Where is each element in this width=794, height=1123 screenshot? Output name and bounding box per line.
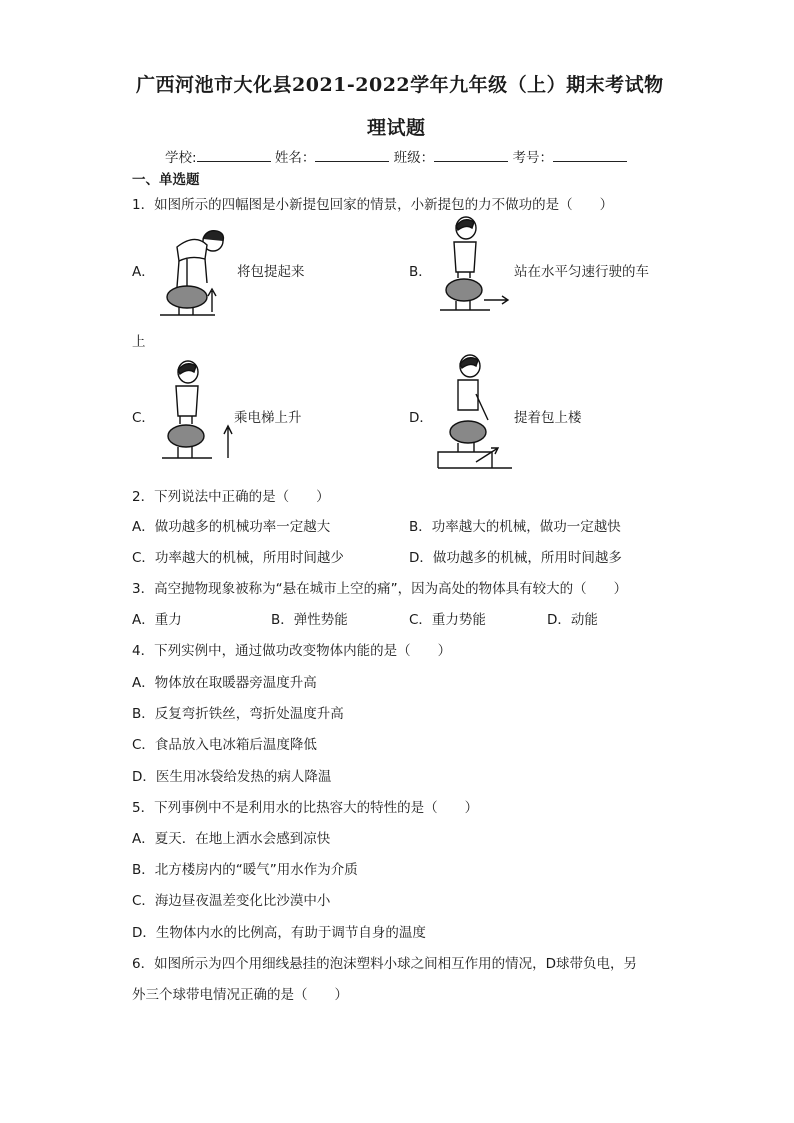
school-label: 学校:: [165, 150, 197, 166]
school-blank[interactable]: [197, 149, 271, 162]
class-blank[interactable]: [434, 149, 508, 162]
question-6-stem: 6．如图所示为四个用细线悬挂的泡沫塑料小球之间相互作用的情况，D球带负电，另: [132, 956, 637, 972]
question-2-stem: 2．下列说法中正确的是（ ）: [132, 489, 330, 505]
q2-option-a: A．做功越多的机械功率一定越大: [132, 519, 331, 535]
q4-option-b: B．反复弯折铁丝，弯折处温度升高: [132, 706, 344, 722]
q5-option-c: C．海边昼夜温差变化比沙漠中小: [132, 893, 331, 909]
class-label: 班级：: [393, 150, 435, 166]
q1-option-d-text: 提着包上楼: [514, 410, 582, 426]
carrying-bag-upstairs-illustration: [432, 352, 514, 470]
q2-option-c: C．功率越大的机械，所用时间越少: [132, 550, 344, 566]
number-blank[interactable]: [553, 149, 627, 162]
student-info-row: [165, 146, 627, 166]
q3-option-d: D．动能: [547, 612, 598, 628]
q1-option-d-letter: D．: [409, 410, 433, 426]
q3-option-a: A．重力: [132, 612, 182, 628]
q4-option-c: C．食品放入电冰箱后温度降低: [132, 737, 317, 753]
page-title: 广西河池市大化县2021-2022学年九年级（上）期末考试物: [136, 74, 664, 96]
q1-option-b-letter: B．: [409, 264, 432, 280]
q3-option-b: B．弹性势能: [271, 612, 348, 628]
standing-on-bus-illustration: [436, 214, 516, 319]
q1-option-a-text: 将包提起来: [237, 264, 305, 280]
q3-option-c: C．重力势能: [409, 612, 486, 628]
number-label: 考号：: [512, 150, 553, 166]
q5-option-a: A．夏天．在地上洒水会感到凉快: [132, 831, 331, 847]
q1-option-a-letter: A．: [132, 264, 155, 280]
q2-option-b: B．功率越大的机械，做功一定越快: [409, 519, 621, 535]
riding-elevator-illustration: [158, 358, 238, 466]
question-3-stem: 3．高空抛物现象被称为“悬在城市上空的痛”，因为高处的物体具有较大的（ ）: [132, 581, 628, 597]
question-6-stem-continued: 外三个球带电情况正确的是（ ）: [132, 987, 348, 1003]
q1-option-b-text-continued: 上: [132, 334, 146, 350]
page-title-continued: 理试题: [367, 117, 426, 139]
q5-option-b: B．北方楼房内的“暖气”用水作为介质: [132, 862, 358, 878]
q5-option-d: D．生物体内水的比例高，有助于调节自身的温度: [132, 925, 426, 941]
q4-option-a: A．物体放在取暖器旁温度升高: [132, 675, 317, 691]
q1-option-b-text: 站在水平匀速行驶的车: [514, 264, 649, 280]
section-heading: 一、单选题: [132, 172, 200, 188]
question-5-stem: 5．下列事例中不是利用水的比热容大的特性的是（ ）: [132, 800, 479, 816]
lifting-bag-illustration: [155, 225, 235, 320]
q4-option-d: D．医生用冰袋给发热的病人降温: [132, 769, 332, 785]
q1-option-c-text: 乘电梯上升: [234, 410, 302, 426]
q1-option-c-letter: C．: [132, 410, 155, 426]
question-1-stem: 1．如图所示的四幅图是小新提包回家的情景，小新提包的力不做功的是（ ）: [132, 197, 614, 213]
name-blank[interactable]: [315, 149, 389, 162]
question-4-stem: 4．下列实例中，通过做功改变物体内能的是（ ）: [132, 643, 452, 659]
q2-option-d: D．做功越多的机械，所用时间越多: [409, 550, 622, 566]
name-label: 姓名：: [274, 150, 316, 166]
